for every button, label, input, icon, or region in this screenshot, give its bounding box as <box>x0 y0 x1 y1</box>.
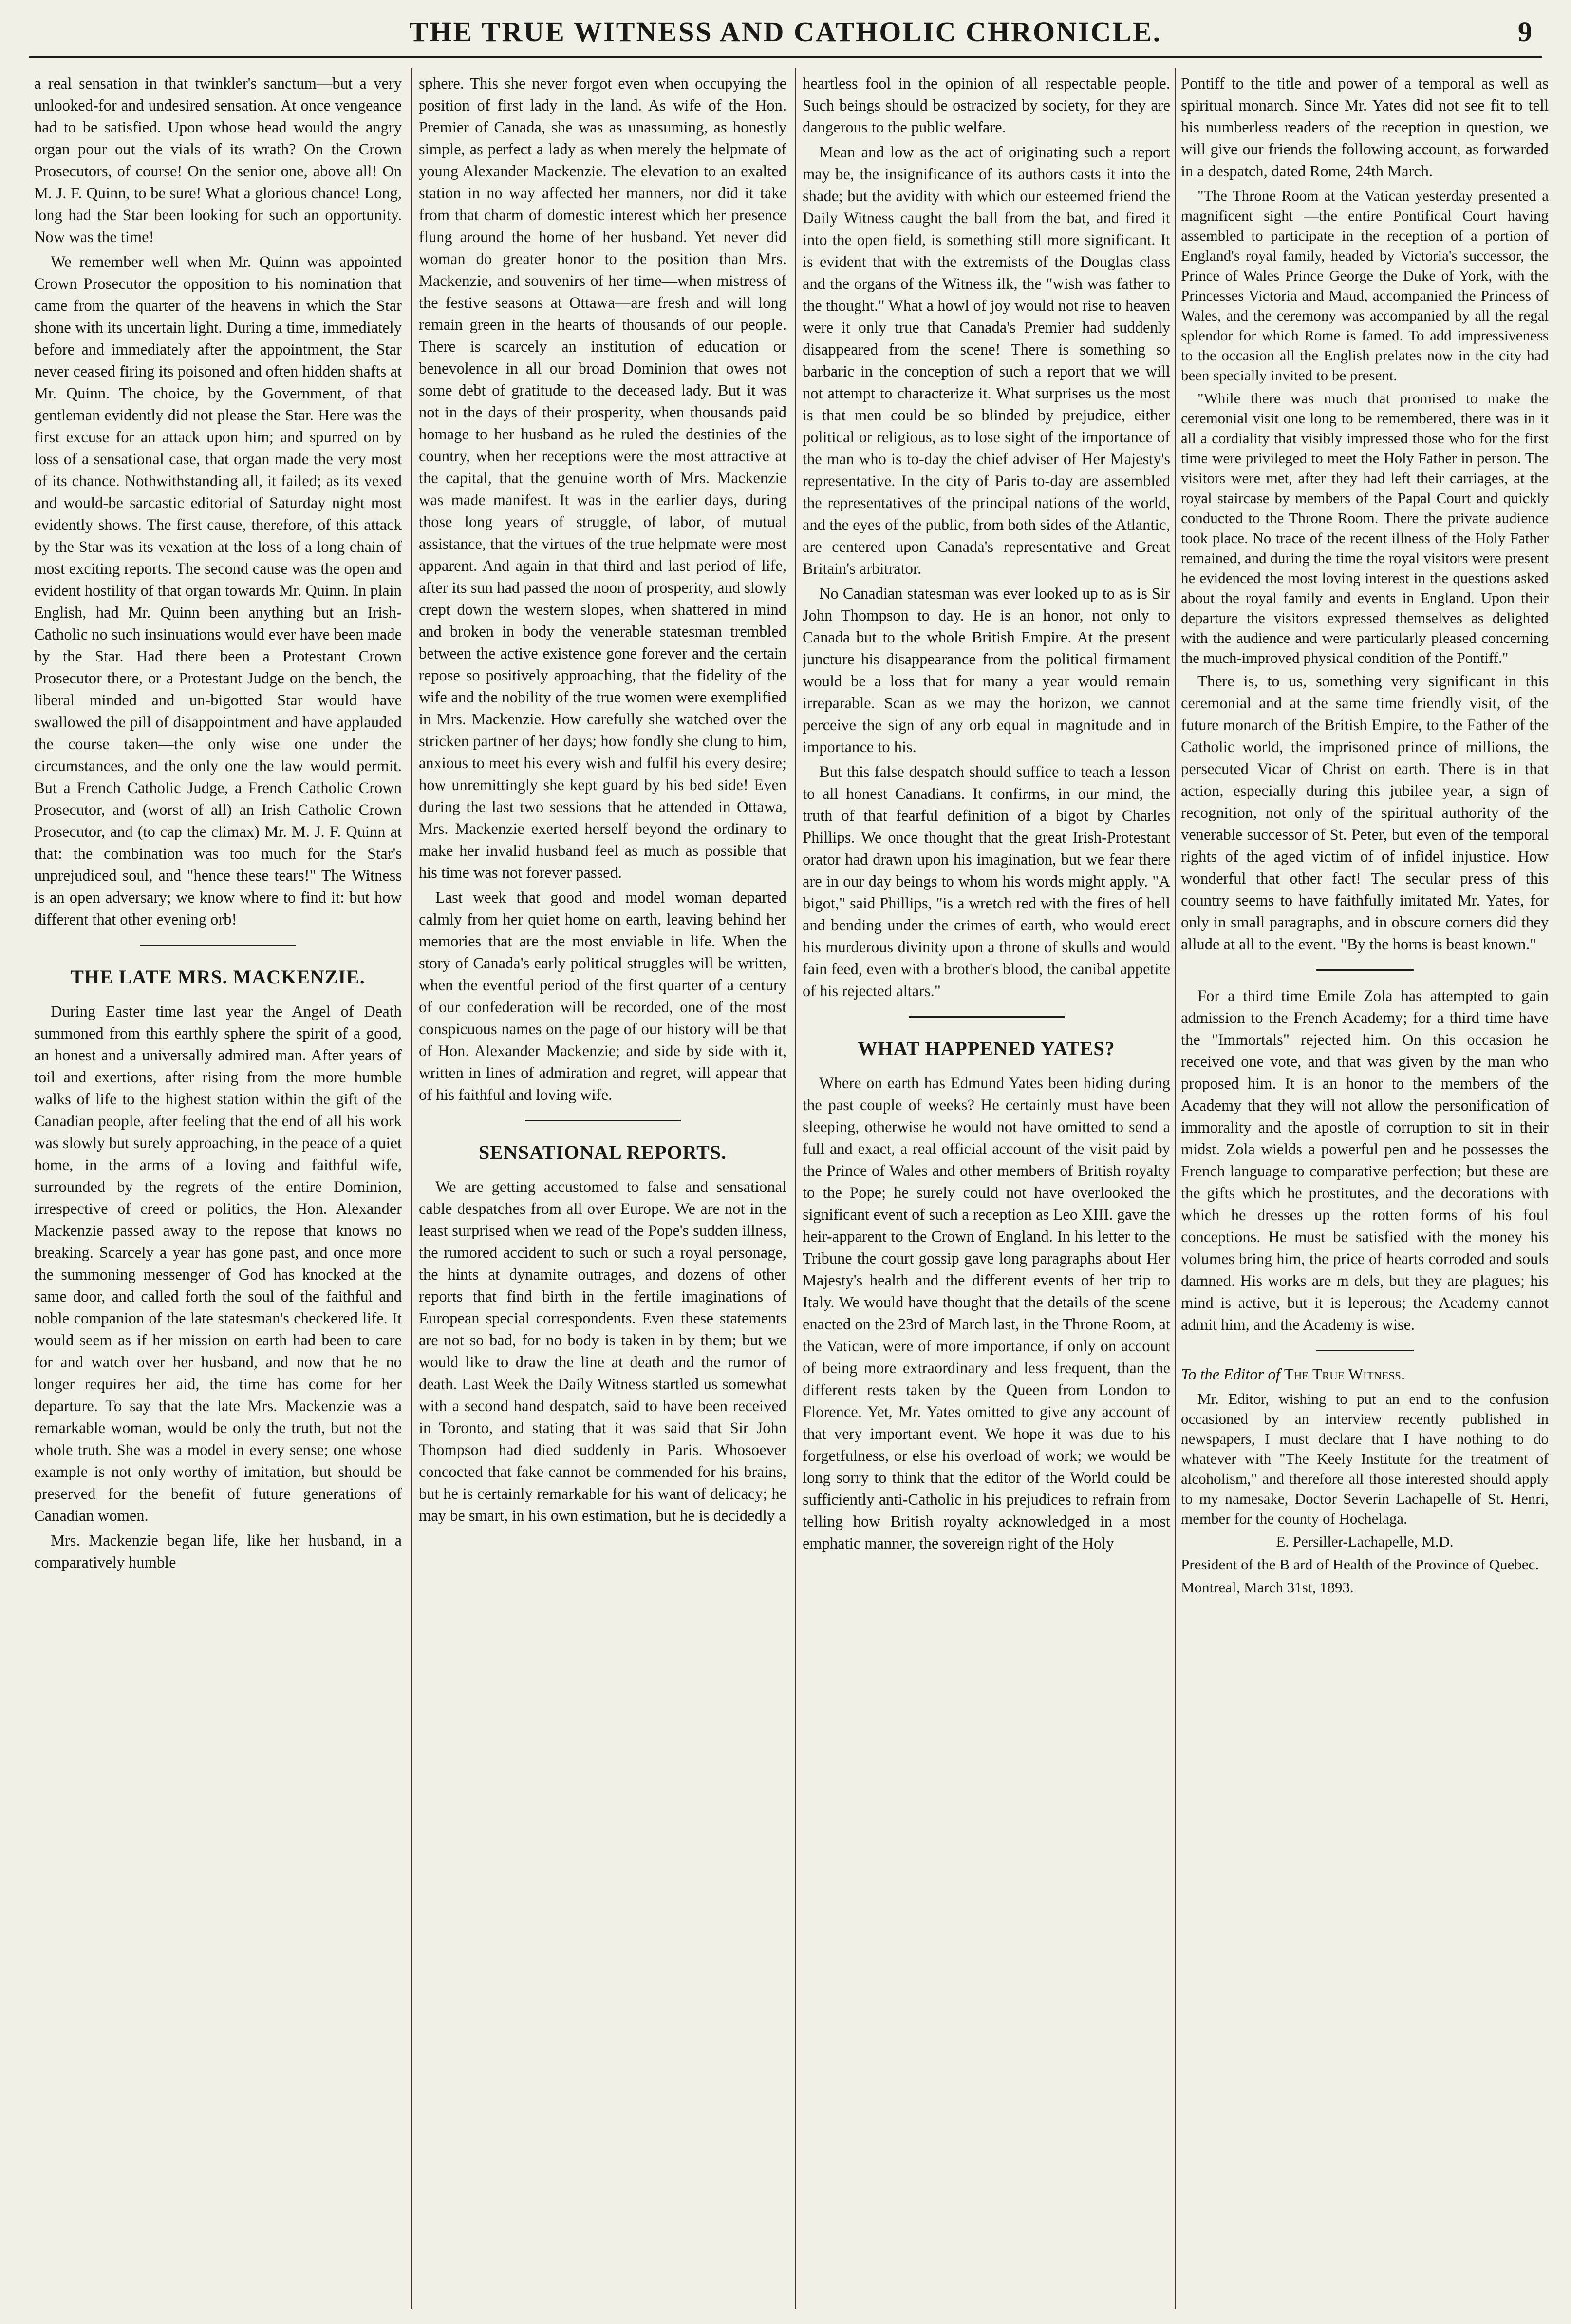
article-paragraph: There is, to us, something very significant in this ceremonial and at the same time friendly visit, of the future monarch of the British Empire, to the Father of the Catholic world, the imprisoned prince of millions, the persecuted Vicar of Christ on earth. There is in that action, especially during this jubilee year, a sign of recognition, not only of the spiritual authority of the venerable successor of St. Peter, but even of the temporal rights of the aged victim of of infidel injustice. How wonderful that other fact! The secular press of this country seems to have faithfully imitated Mr. Yates, for only in small paragraphs, and in obscure corners did they allude at all to the event. "By the horns is beast known." <box>1181 673 1549 953</box>
column-4 <box>1181 73 1549 2309</box>
article-paragraph: But this false despatch should suffice to teach a lesson to all honest Canadians. It confirms, in our mind, the truth of that fearful definition of a bigot by Charles Phillips. We once thought that the great Irish-Protestant orator had drawn upon his imagination, but we fear there are in our day beings to whom his words might apply. "A bigot," said Phillips, "is a wretch red with the fires of hell and bending under the crimes of earth, who would erect his murderous divinity upon a throne of skulls and would fain feed, even with a brother's blood, the canibal appetite of his rejected altars." <box>803 763 1170 1000</box>
section-separator <box>140 945 296 946</box>
article-paragraph: Pontiff to the title and power of a temporal as well as spiritual monarch. Since Mr. Yates did not see fit to tell his numberless readers of the reception in question, we will give our friends the following account, as forwarded in a despatch, dated Rome, 24th March. <box>1181 75 1549 180</box>
letter-heading-paper: The True Witness. <box>1284 1366 1405 1383</box>
article-paragraph: a real sensation in that twinkler's sanctum—but a very unlooked-for and undesired sensation. At once vengeance had to be satisfied. Upon whose head would the angry organ pour out the vials of its wrath? On the Crown Prosecutors, of course! On the senior one, above all! On M. J. F. Quinn, to be sure! What a glorious chance! Long, long had the Star been looking for such an opportunity. Now was the time! <box>34 75 402 246</box>
letter-signature-title: President of the B ard of Health of the Province of Quebec. <box>1181 1556 1539 1573</box>
article-paragraph: During Easter time last year the Angel of Death summoned from this earthly sphere the spirit of a good, an honest and a universally admired man. After years of toil and exertions, after rising from the more humble walks of life to the highest station within the gift of the Canadian people, after feeling that the end of all his work was slowly but surely approaching, in the peace of a quiet home, in the arms of a loving and faithful wife, surrounded by the regrets of the entire Dominion, irrespective of creed or politics, the Hon. Alexander Mackenzie passed away to the repose that knows no breaking. Scarcely a year has gone past, and once more the summoning messenger of God has knocked at the same door, and called forth the soul of the faithful and noble companion of the late statesman's checkered life. It would seem as if her mission on earth had been to care for and watch over her husband, and now that he no longer requires her aid, the time has come for her departure. To say that the late Mrs. Mackenzie was a remarkable woman, would be only the truth, but not the whole truth. She was a model in every sense; one whose example is not only worthy of imitation, but should be preserved for the benefit of future generations of Canadian women. <box>34 1003 402 1525</box>
article-heading: THE LATE MRS. MACKENZIE. <box>71 966 365 988</box>
section-separator <box>1316 969 1414 971</box>
masthead <box>29 5 1542 63</box>
page-number: 9 <box>1518 16 1532 48</box>
article-paragraph: heartless fool in the opinion of all respectable people. Such beings should be ostracized by society, for they are dangerous to the public welfare. <box>803 75 1170 136</box>
column-divider <box>1175 68 1176 2309</box>
quoted-paragraph: "While there was much that promised to make the ceremonial visit one long to be remembered, there was in it all a cordiality that visibly impressed those who for the first time were privileged to meet the Holy Father in person. The visitors were met, after they had left their carriages, at the royal staircase by members of the Papal Court and quickly conducted to the Throne Room. There the private audience took place. No trace of the recent illness of the Holy Father remained, and during the time the royal visitors were present he evidenced the most loving interest in the questions asked about the royal family and events in England. Upon their departure the visitors expressed themselves as delighted with the audience and were particularly pleased concerning the much-improved physical condition of the Pontiff." <box>1181 390 1549 666</box>
article-paragraph: Where on earth has Edmund Yates been hiding during the past couple of weeks? He certainly must have been sleeping, otherwise he would not have omitted to send a full and exact, a real official account of the visit paid by the Prince of Wales and other members of British royalty to the Pope; he surely could not have overlooked the significant event of such a reception as Leo XIII. gave the heir-apparent to the Crown of England. In his letter to the Tribune the court gossip gave long paragraphs about Her Majesty's health and the different events of her trip to Italy. We would have thought that the details of the scene enacted on the 23rd of March last, in the Throne Room, at the Vatican, were of more importance, if only on account of being more extraordinary and less frequent, than the different rests taken by the Queen from London to Florence. Yet, Mr. Yates omitted to give any account of that very important event. We hope it was due to his forgetfulness, or else his overload of work; we would be long sorry to think that the editor of the World could be sufficiently anti-Catholic in his prejudices to refrain from telling how British royalty acknowledged in a most emphatic manner, the sovereign right of the Holy <box>803 1075 1170 1552</box>
article-paragraph: Mrs. Mackenzie began life, like her husband, in a comparatively humble <box>34 1532 402 1571</box>
article-paragraph: We are getting accustomed to false and sensational cable despatches from all over Europe. We are not in the least surprised when we read of the Pope's sudden illness, the rumored accident to such or such a royal personage, the hints at dynamite outrages, and dozens of other reports that find birth in the fertile imaginations of European special correspondents. Even these statements are not so bad, for no body is taken in by them; but we would like to draw the line at death and the rumor of death. Last Week the Daily Witness startled us somewhat with a second hand despatch, said to have been received in Toronto, and stating that it was said that Sir John Thompson had died suddenly in Paris. Whosoever concocted that fake cannot be commended for his brains, but he is certainly remarkable for his want of delicacy; he may be smart, in his own estimation, but he is decidedly a <box>419 1178 786 1525</box>
masthead-rule <box>29 56 1542 58</box>
article-paragraph: sphere. This she never forgot even when occupying the position of first lady in the land. As wife of the Hon. Premier of Canada, she was as unassuming, as honestly simple, as perfect a lady as when merely the helpmate of young Alexander Mackenzie. The elevation to an exalted station in no way affected her manners, nor did it take from that charm of domestic interest which her presence flung around the home of her husband. Yet never did woman do greater honor to the position than Mrs. Mackenzie, and souvenirs of her time—when mistress of the festive seasons at Ottawa—are fresh and will long remain green in the hearts of thousands of our people. There is scarcely an institution of education or benevolence in all our broad Dominion that owes not some debt of gratitude to the deceased lady. But it was not in the days of their prosperity, when thousands paid homage to her husband as he ruled the destinies of the country, when her receptions were the most attractive at the capital, that the genuine worth of Mrs. Mackenzie was made manifest. It was in the earlier days, during those long years of struggle, of labor, of mutual assistance, that the virtues of the true helpmate were most apparent. And again in that third and last period of life, after its sun had passed the noon of prosperity, and slowly crept down the western slopes, when shattered in mind and broken in body the venerable statesman trembled between the active existence gone forever and the certain repose so positively approaching, that the fidelity of the wife and the nobility of the true women were exemplified in Mrs. Mackenzie. How carefully she watched over the stricken partner of her days; how fondly she clung to him, anxious to meet his every wish and fulfil his every desire; how unremittingly she kept guard by his bed side! Even during the last two sessions that he attended in Ottawa, Mrs. Mackenzie exerted herself beyond the ordinary to make her invalid husband feel as much as possible that his time was not forever passed. <box>419 75 786 882</box>
article-paragraph: No Canadian statesman was ever looked up to as is Sir John Thompson to day. He is an honor, not only to Canada but to the whole British Empire. At the present juncture his disappearance from the political firmament would be a loss that for many a year would remain irreparable. Scan as we may the horizon, we cannot perceive the sign of any orb equal in magnitude and in importance to his. <box>803 585 1170 756</box>
article-paragraph: For a third time Emile Zola has attempted to gain admission to the French Academy; for a third time have the "Immortals" rejected him. On this occasion he received one vote, and that was given by the man who proposed him. It is an honor to the members of the Academy that they will not allow the personification of immorality and the apostle of corruption to sit in their midst. Zola wields a powerful pen and he possesses the French language to comparative perfection; but these are the gifts which he prostitutes, and the decorations with which he dresses up the rotten forms of his foul conceptions. He must be satisfied with the money his volumes bring him, the price of hearts corroded and souls damned. His works are m dels, but they are plagues; his mind is active, but it is leperous; the Academy cannot admit him, and the Academy is wise. <box>1181 987 1549 1334</box>
article-paragraph: We remember well when Mr. Quinn was appointed Crown Prosecutor the opposition to his nomination that came from the quarter of the heavens in which the Star shone with its uncertain light. During a time, immediately before and immediately after the appointment, the Star never ceased firing its poisoned and often hidden shafts at Mr. Quinn. The choice, by the Government, of that gentleman evidently did not please the Star. Here was the first excuse for an attack upon him; and spurred on by loss of a sensational case, that organ made the very most of its chance. Nothwithstanding all, it failed; as its vexed and would-be sarcastic editorial of Saturday night most evidently shows. The first cause, therefore, of this attack by the Star was its vexation at the loss of a long chain of most exciting reports. The second cause was the open and evident hostility of that organ towards Mr. Quinn. In plain English, had Mr. Quinn been anything but an Irish-Catholic no such insinuations would ever have been made by the Star. Had there been a Protestant Crown Prosecutor there, or a Protestant Judge on the bench, the liberal minded and un-bigotted Star would have swallowed the pill of disappointment and have applauded the course taken—the only wise one under the circumstances, and the only one the law would permit. But a French Catholic Judge, a French Catholic Crown Prosecutor, and (worst of all) an Irish Catholic Crown Prosecutor, and (to cap the climax) Mr. M. J. F. Quinn at that: the combination was too much for the Star's unprejudiced soul, and "hence these tears!" The Witness is an open adversary; we know where to find it: but how different that other evening orb! <box>34 253 402 928</box>
section-separator <box>1316 1350 1414 1351</box>
masthead-title: THE TRUE WITNESS AND CATHOLIC CHRONICLE. <box>409 16 1162 48</box>
column-divider <box>411 68 412 2309</box>
article-heading: SENSATIONAL REPORTS. <box>478 1141 727 1163</box>
column-divider <box>795 68 796 2309</box>
letter-signature: E. Persiller-Lachapelle, M.D. <box>1276 1533 1454 1550</box>
column-3 <box>803 73 1170 2309</box>
letter-heading-prefix: To the Editor of <box>1181 1366 1280 1383</box>
quoted-paragraph: "The Throne Room at the Vatican yesterday presented a magnificent sight —the entire Pontifical Court having assembled to participate in the reception of a portion of England's royal family, headed by Victoria's successor, the Prince of Wales Prince George the Duke of York, with the Princesses Victoria and Maud, accompanied the Princess of Wales, and the ceremony was accompanied by all the regal splendor for which Rome is famed. To add impressiveness to the occasion all the English prelates now in the city had been specially invited to be present. <box>1181 187 1549 384</box>
letter-date: Montreal, March 31st, 1893. <box>1181 1579 1354 1596</box>
article-paragraph: Last week that good and model woman departed calmly from her quiet home on earth, leaving behind her memories that are the most enviable in life. When the story of Canada's early political struggles will be written, when the eventful period of the first quarter of a century of our confederation will be recorded, one of the most conspicuous names on the page of our history will be that of Hon. Alexander Mackenzie; and side by side with it, written in lines of admiration and regret, will appear that of his faithful and loving wife. <box>419 889 786 1104</box>
column-2 <box>419 73 786 2309</box>
article-paragraph: Mean and low as the act of originating such a report may be, the insignificance of its authors casts it into the shade; but the avidity with which our esteemed friend the Daily Witness caught the ball from the bat, and fired it into the open field, is something still more significant. It is evident that with the extremists of the Douglas class and the organs of the Witness ilk, the "wish was father to the thought." What a howl of joy would not rise to heaven were it only true that Canada's Premier had suddenly disappeared from the scene! There is something so barbaric in the conception of such a report that we will not attempt to characterize it. What surprises us the most is that men could be so blinded by prejudice, either political or religious, as to lose sight of the importance of the man who is to-day the chief adviser of Her Majesty's representative. In the city of Paris to-day are assembled the representatives of the principal nations of the world, and the eyes of the public, from both sides of the Atlantic, are centered upon Canada's representative and Great Britain's arbitrator. <box>803 144 1170 578</box>
column-1 <box>34 73 402 2309</box>
article-heading: WHAT HAPPENED YATES? <box>858 1038 1115 1059</box>
letter-paragraph: Mr. Editor, wishing to put an end to the confusion occasioned by an interview recently published in newspapers, I must declare that I have nothing to do whatever with "The Keely Institute for the treatment of alcoholism," and therefore all those interested should apply to my namesake, Doctor Severin Lachapelle of St. Henri, member for the county of Hochelaga. <box>1181 1390 1549 1527</box>
section-separator <box>909 1016 1065 1018</box>
letter-heading <box>1181 1364 1549 1386</box>
section-separator <box>525 1120 681 1121</box>
